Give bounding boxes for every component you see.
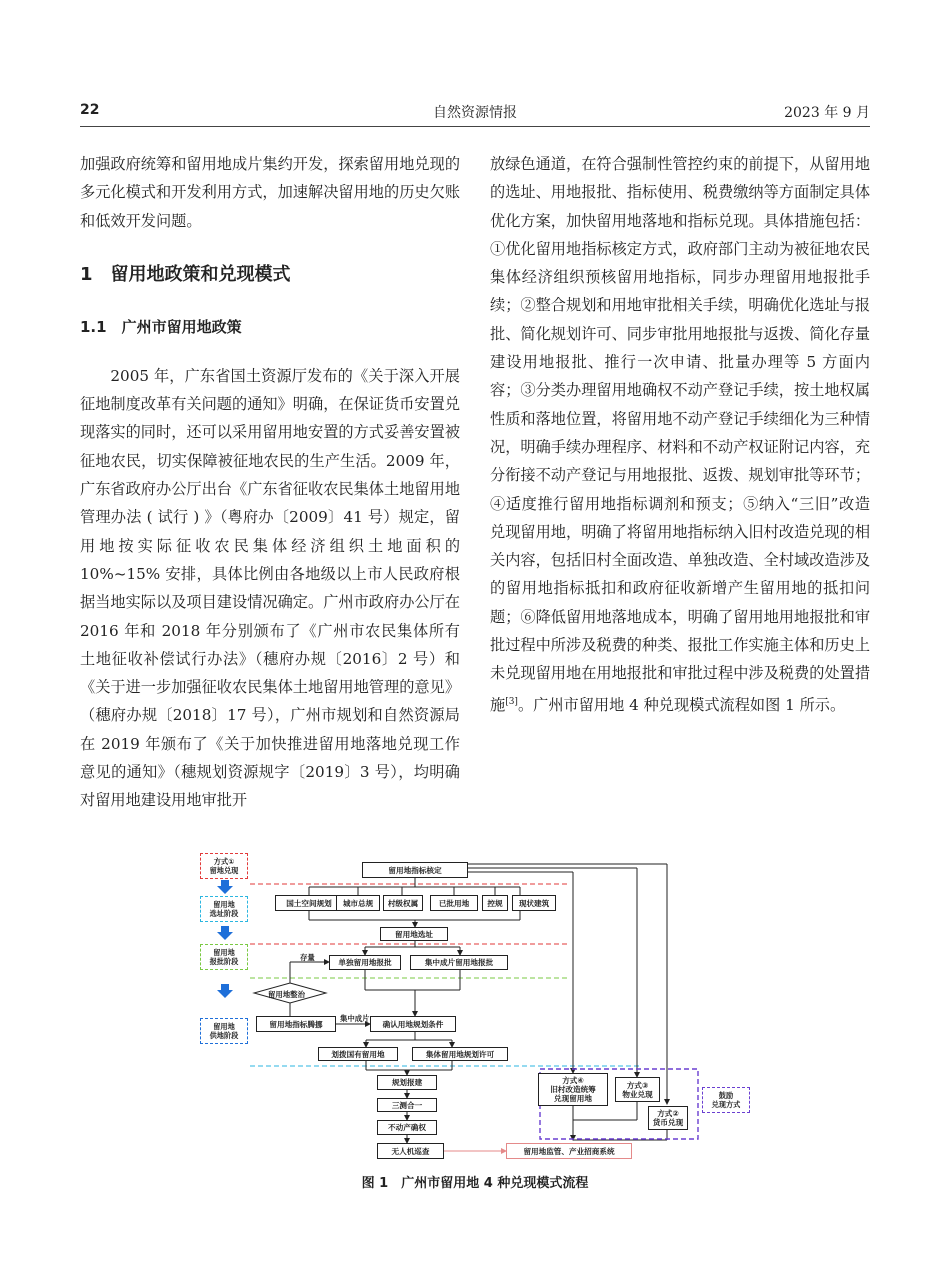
node-mode-3: 方式③ 物业兑现 [615,1077,660,1102]
stage-mode-1: 方式① 留地兑现 [200,853,248,879]
node-criteria-6: 现状建筑 [512,895,556,911]
node-consolidate: 留用地整治 [268,990,305,999]
right-column [490,150,870,719]
arrow-1 [217,880,233,894]
node-criteria-2: 城市总规 [336,895,380,911]
stage-site-selection: 留用地 选址阶段 [200,896,248,922]
node-allocate-state: 划拨国有留用地 [318,1047,398,1061]
node-concentrated-approval: 集中成片留用地报批 [410,955,508,970]
paragraph-2-end: 。广州市留用地 4 种兑现模式流程如图 1 所示。 [517,695,846,714]
flowchart-figure [190,850,762,1164]
citation: [3] [505,696,518,707]
section-1-heading: 1 留用地政策和兑现模式 [80,264,291,285]
label-stock: 存量 [300,953,315,962]
node-single-approval: 单独留用地报批 [329,955,401,970]
node-mode-4: 方式④ 旧村改造统筹 兑现留用地 [538,1073,608,1106]
issue-date: 2023 年 9 月 [784,105,870,121]
stage-incentive: 鼓励 兑现方式 [702,1087,750,1113]
node-quota: 留用地指标核定 [362,862,468,878]
paragraph-2-text: 放绿色通道，在符合强制性管控约束的前提下，从留用地的选址、用地报批、指标使用、税费缴纳等方面制定具体优化方案，加快留用地落地和指标兑现。具体措施包括：①优化留用地指标核定方式，政府部门主动为被征地农民集体经济组织预核留用地指标，同步办理留用地报批手续；②整合规划和用地审批相关手续，明确优化选址与报批、简化规划许可、同步审批用地报批与返拨、简化存量建设用地报批、推行一次申请、批量办理等 5 方面内容；③分类办理留用地确权不动产登记手续，按土地权属性质和落地位置，将留用地不动产登记手续细化为三种情况，明确手续办理程序、材料和不动产权证附记内容，充分衔接不动产登记与用地报批、返拨、规划审批等环节；④适度推行留用地指标调剂和预支；⑤纳入“三旧”改造兑现留用地，明确了将留用地指标纳入旧村改造兑现的相关内容，包括旧村全面改造、单独改造、全村域改造涉及的留用地指标抵扣和政府征收新增产生留用地的抵扣问题；⑥降低留用地落地成本，明确了留用地用地报批和审批过程中所涉及税费的种类、报批工作实施主体和历史上未兑现留用地在用地报批和审批过程中涉及税费的处置措施 [490,155,870,714]
node-criteria-3: 村级权属 [383,895,423,911]
node-plan-report: 规划报建 [377,1075,437,1090]
intro-paragraph: 加强政府统筹和留用地成片集约开发，探索留用地兑现的多元化模式和开发利用方式，加速解决留用地的历史欠账和低效开发问题。 [80,155,460,230]
journal-title: 自然资源情报 [433,105,517,121]
node-site-selection: 留用地选址 [380,927,448,941]
arrow-3 [217,984,233,998]
label-cluster: 集中成片 [340,1014,370,1023]
node-mode-2: 方式② 货币兑现 [648,1106,688,1130]
stage-approval: 留用地 报批阶段 [200,944,248,970]
page-number: 22 [80,102,100,118]
paragraph-2 [490,150,870,719]
paragraph-1: 2005 年，广东省国土资源厅发布的《关于深入开展征地制度改革有关问题的通知》明确，在保证货币安置兑现落实的同时，还可以采用留用地安置的方式妥善安置被征地农民，切实保障被征地农民的生产生活。2009 年，广东省政府办公厅出台《广东省征收农民集体土地留用地管理办法 ( 试行 ) 》（粤府办〔2009〕41 号）规定，留用地按实际征收农民集体经济组织土地面积的 10%~15% 安排，具体比例由各地级以上市人民政府根据当地实际以及项目建设情况确定。广州市政府办公厅在 2016 年和 2018 年分别颁布了《广州市农民集体所有土地征收补偿试行办法》（穗府办规〔2016〕2 号）和《关于进一步加强征收农民集体土地留用地管理的意见》（穗府办规〔2018〕17 号），广州市规划和自然资源局在 2019 年颁布了《关于加快推进留用地落地兑现工作意见的通知》（穗规划资源规字〔2019〕3 号），均明确对留用地建设用地审批开 [80,366,460,810]
node-criteria-1: 国土空间规划 [275,895,343,911]
stage-supply: 留用地 供地阶段 [200,1018,248,1044]
node-drone-patrol: 无人机巡查 [377,1143,444,1159]
node-quota-transfer: 留用地指标腾挪 [256,1016,336,1032]
arrow-2 [217,926,233,940]
node-criteria-4: 已批用地 [430,895,478,911]
node-property-rights: 不动产确权 [377,1120,437,1135]
node-confirm-conditions: 确认用地规划条件 [370,1016,456,1032]
node-supervision-system: 留用地监管、产业招商系统 [506,1143,632,1159]
node-collective-permit: 集体留用地规划许可 [412,1047,508,1061]
figure-caption: 图 1 广州市留用地 4 种兑现模式流程 [361,1176,589,1191]
section-1-1-heading: 1.1 广州市留用地政策 [80,318,242,336]
left-column [80,150,460,815]
node-criteria-5: 控规 [482,895,508,911]
node-survey: 三测合一 [377,1098,437,1112]
header-rule [80,126,870,127]
